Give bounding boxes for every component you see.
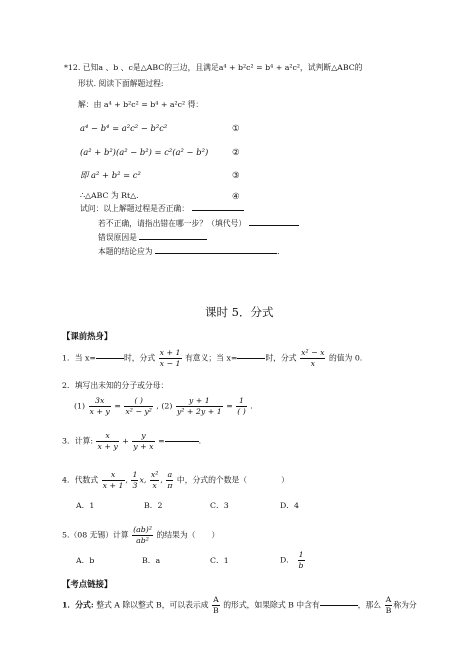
q1-part-e: 的值为 0. [328,353,363,363]
q3-plus: + [122,436,129,446]
q2-equals-1: = [114,401,121,411]
section-key-points: 【考点链接】 [62,579,113,589]
k1-text-b: 整式 A 除以整式 B，可以表示成 [96,600,209,610]
q4-fraction-2 [131,471,138,490]
question-4: 4．代数式 $\frac{x}{x + 1}$ , $\frac{1}{3}$ x, $\frac{\text{x²}}{x}$ , $\frac{a}{\pi}$ 中，分式的个数是（ ） [62,470,289,490]
step1-marker: ① [232,123,240,133]
k1-fraction-1 [212,596,220,615]
q5-f1-num: (ab)² [133,525,152,534]
problem12-line2: 形状. 阅读下面解题过程: [78,79,164,88]
q3-f1-num: x [96,432,118,442]
q4-f3-den: x [152,480,157,490]
q3-f2-den: y + x [133,441,154,451]
q3-equals: = [158,436,165,446]
q4-f3-num: x² [150,470,159,479]
question-correct [80,205,244,213]
k1-f2-num: A [385,595,392,604]
step4-marker: ④ [232,191,240,201]
problem12-line1: *12. 已知a 、b 、c是△ABC的三边，且满足a⁴ + b²c² = b⁴ + a²c²，试判断△ABC的 [64,63,363,72]
q4-option-c[interactable]: C．3 [210,501,229,510]
question-conclusion [98,248,280,256]
q4-close-paren: ） [281,475,289,485]
q1-part-c: 有意义；当 x= [184,353,238,363]
q4-option-d[interactable]: D．4 [280,501,300,510]
q2-fraction-2[interactable] [124,397,153,416]
step1-equation: a⁴ − b⁴ = a²c² − b²c² [80,123,168,133]
q2-end: . [250,401,253,411]
q5-close-paren: ） [211,530,220,540]
question-5 [62,526,219,545]
q2-part2-label: , (2) [156,401,173,411]
question-2-parts [74,397,253,416]
step2-marker: ② [232,147,240,157]
q4-mid: x, [139,475,147,485]
q5-optd-num: 1 [298,550,304,559]
k1-text-d: ，那么 [357,600,382,610]
question-2-text: 2．填写出未知的分子或分母： [62,381,169,390]
q2-f3-den: y² + 2y + 1 [176,406,222,416]
q5-fraction [132,526,153,545]
q4-fraction-3 [150,471,160,490]
q3-label: 3．计算: [62,436,93,446]
k1-text-c: 的形式，如果除式 B 中含有 [223,600,320,610]
section-warmup: 【课前热身】 [62,331,113,341]
k1-fraction-2 [385,596,393,615]
q3-f2-num: y [132,432,154,442]
question-conclusion-label: 本题的结论应为 [98,247,153,256]
q4-label: 4．代数式 [62,475,99,485]
answer-blank-reason[interactable] [139,239,207,240]
q1-part-d: 时，分式 [265,353,297,363]
q5-option-d-fraction [298,551,305,570]
q3-f1-den: x + y [97,441,118,451]
q2-equals-2: = [226,401,233,411]
q4-fraction-1 [102,471,125,490]
question-reason-label: 错误原因是 [98,233,137,242]
q2-f2-num[interactable]: ( ) [124,397,153,407]
q5-option-d[interactable] [280,551,306,570]
question-which-step [98,220,299,228]
q2-part1-label: (1) [74,401,86,411]
q1-part-a: 1．当 x= [62,353,96,363]
answer-blank-conclusion[interactable] [155,253,277,254]
solution-intro: 解：由 a⁴ + b²c² = b⁴ + a²c² 得： [78,100,204,109]
answer-blank-step[interactable] [249,225,299,226]
q5-option-d-label: D． [280,555,295,565]
q4-fraction-4 [166,471,173,490]
k1-f2-den: B [385,605,392,615]
q2-fraction-3 [176,397,223,416]
q4-f2-num: 1 [132,470,138,479]
q4-f1-den: x + 1 [102,480,124,490]
q1-fraction-1 [159,349,182,368]
q3-fraction-1 [96,432,118,451]
k1-f1-den: B [213,605,219,615]
k1-f1-num: A [213,595,219,604]
q5-option-b[interactable]: B．a [142,556,161,565]
conclusion-period: . [277,247,280,256]
q1-frac2-den: x [310,358,315,368]
step3-equation: 即 a² + b² = c² [80,170,141,180]
q2-fraction-4[interactable] [236,397,247,416]
q5-label: 5.（08 无锡）计算 [62,530,129,540]
lesson-title: 课时 5．分式 [205,305,274,319]
q2-f3-num: y + 1 [176,397,223,407]
q1-frac1-den: x − 1 [159,358,181,368]
q1-blank-1[interactable] [96,358,124,359]
q4-f4-den: π [167,480,173,490]
q5-option-a[interactable]: A．b [76,556,95,565]
keypoint-1 [62,596,417,615]
q2-f4-den[interactable]: ( ) [237,406,246,416]
q4-f4-num: a [167,470,173,479]
k1-text-e: 称为分 [393,600,417,610]
answer-blank-correct[interactable] [192,210,244,211]
step3-marker: ③ [232,170,240,180]
k1-title: 1．分式: [62,600,94,610]
q1-blank-2[interactable] [237,358,265,359]
q5-f1-den: ab² [136,535,149,545]
question-1 [62,349,362,368]
q4-f2-den: 3 [132,480,138,490]
q5-question: 的结果为（ [156,530,196,540]
q4-question: 中，分式的个数是（ [176,475,248,485]
q4-f1-num: x [102,471,125,481]
q2-f1-num: 3x [89,397,111,407]
step4-text: ∴△ABC 为 Rt△. [80,191,139,200]
q5-optd-den: b [298,560,304,570]
q1-frac1-num: x + 1 [159,348,181,357]
q1-frac2-num: x² − x [301,348,325,357]
question-3 [62,432,201,451]
q4-option-a[interactable]: A．1 [76,501,95,510]
q3-end: . [198,436,202,446]
q2-f4-num: 1 [236,397,247,407]
q2-fraction-1 [89,397,111,416]
q3-answer-blank[interactable] [165,441,199,442]
q5-option-c[interactable]: C．1 [210,556,229,565]
question-which-step-label: 若不正确，请指出错在哪一步？（填代号） [98,219,247,228]
q2-f1-den: x + y [89,406,110,416]
question-correct-label: 试问：以上解题过程是否正确： [80,204,190,213]
q3-fraction-2 [132,432,154,451]
q1-fraction-2 [300,349,325,368]
k1-blank[interactable] [320,605,358,606]
q4-option-b[interactable]: B．2 [144,501,163,510]
q1-part-b: 时，分式 [123,353,156,363]
question-reason [98,234,207,242]
step2-equation: (a² + b²)(a² − b²) = c²(a² − b²) [80,147,209,157]
q2-f2-den: x² − y² [125,406,152,416]
